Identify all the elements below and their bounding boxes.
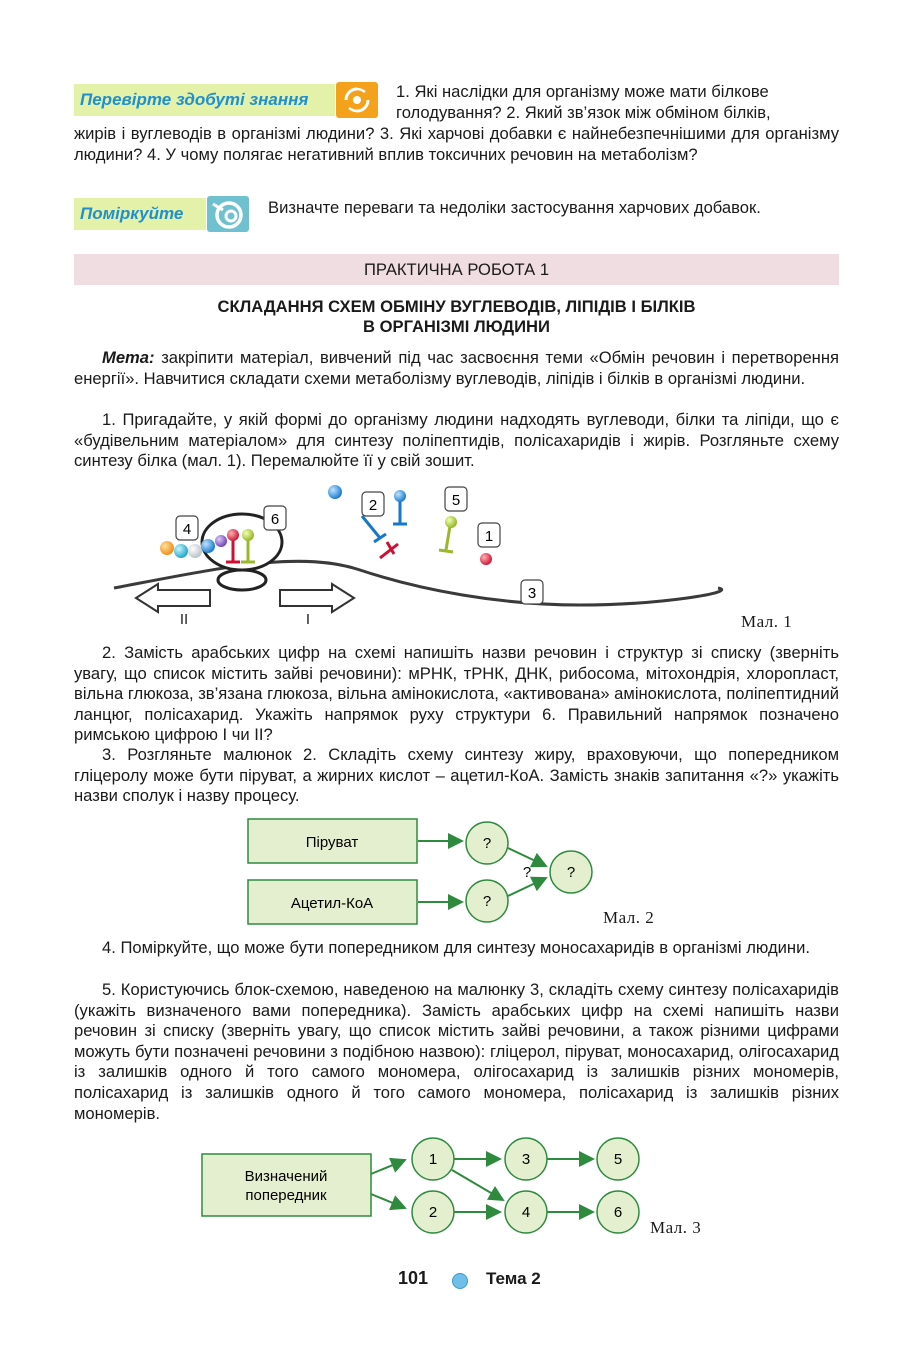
svg-text:?: ? [482,893,492,910]
box-precursor [202,1154,371,1216]
svg-text:2: 2 [368,497,378,514]
callout-2 [362,492,384,516]
figure-2-caption: Мал. 2 [603,908,655,927]
svg-text:Визначений: Визначений [244,1168,328,1185]
figure-2-fat-synthesis [246,816,606,928]
svg-text:6: 6 [270,511,280,528]
figure-3-polysaccharide-synthesis [198,1134,648,1240]
bullet-dot-icon [452,1273,468,1289]
svg-text:?: ? [566,864,576,881]
lens-icon [207,196,249,232]
think-label: Поміркуйте [74,198,206,230]
direction-arrow-right [280,584,354,612]
svg-text:Піруват: Піруват [305,834,359,851]
svg-text:?: ? [522,864,532,881]
task-4: 4. Поміркуйте, що може бути попередником для синтезу моносахаридів в організмі людини. [102,938,810,957]
callout-6 [264,506,286,530]
direction-label-II: II [179,611,189,628]
task-2: 2. Замість арабських цифр на схемі напишіть назви речовин і структур зі списку (зверніть увагу, що список містить зайві речовини): мРНК, тРНК, ДНК, рибосома, мітохондрія, хлоропласт, вільна глюкоза, зв’язана глюкоза, вільна амінокислота, «активована» амінокислота, поліпептидний ланцюг, полісахарид. Укажіть напрямок руху структури 6. Правильний напрямок позначено римською цифрою I чи II? [74,643,839,745]
svg-text:1: 1 [428,1151,438,1168]
svg-text:4: 4 [521,1204,531,1221]
svg-text:3: 3 [527,585,537,602]
check-questions-line2: голодування? 2. Який зв’язок між обміном білків, [396,103,771,122]
practical-band: ПРАКТИЧНА РОБОТА 1 [74,254,839,285]
svg-text:5: 5 [613,1151,623,1168]
topic-label: Тема 2 [486,1269,541,1288]
callout-5 [445,487,467,511]
callout-1 [478,523,500,547]
svg-text:4: 4 [182,521,192,538]
practical-title-line2: В ОРГАНІЗМІ ЛЮДИНИ [363,317,550,336]
spiral-icon [336,82,378,118]
svg-text:6: 6 [613,1204,623,1221]
goal-label: Мета: [102,348,155,367]
think-text: Визначте переваги та недоліки застосування харчових добавок. [268,198,761,217]
direction-arrow-left [136,584,210,612]
direction-label-I: I [305,611,311,628]
task-3: 3. Розгляньте малюнок 2. Складіть схему синтезу жиру, враховуючи, що попередником гліцеролу може бути піруват, а жирних кислот – ацетил-КоА. Замість знаків запитання «?» укажіть назви сполук і назву процесу. [74,745,839,806]
figure-3-caption: Мал. 3 [650,1218,702,1237]
svg-text:3: 3 [521,1151,531,1168]
practical-title-line1: СКЛАДАННЯ СХЕМ ОБМІНУ ВУГЛЕВОДІВ, ЛІПІДІВ І БІЛКІВ [217,297,696,316]
svg-text:2: 2 [428,1204,438,1221]
svg-text:5: 5 [451,492,461,509]
figure-1-protein-synthesis [100,480,840,632]
ribosome-small [218,570,266,590]
check-questions-line1: 1. Які наслідки для організму може мати білкове [396,82,769,101]
svg-text:Ацетил-КоА: Ацетил-КоА [290,895,374,912]
callout-3 [521,580,543,604]
figure-1-caption: Мал. 1 [741,612,793,631]
svg-text:1: 1 [484,528,494,545]
task-1: 1. Пригадайте, у якій формі до організму людини надходять вуглеводи, білки та ліпіди, що є «будівельним матеріалом» для синтезу поліпептидів, полісахаридів і жирів. Розгляньте схему синтезу білка (мал. 1). Перемалюйте її у свій зошит. [74,410,839,471]
svg-text:?: ? [482,835,492,852]
page-number: 101 [398,1268,429,1288]
check-knowledge-label: Перевірте здобуті знання [74,84,335,116]
goal-text: закріпити матеріал, вивчений під час засвоєння теми «Обмін речовин і перетворення енергії». Навчитися складати схеми метаболізму вуглеводів, ліпідів і білків в організмі людини. [74,348,839,388]
callout-4 [176,516,198,540]
task-5: 5. Користуючись блок-схемою, наведеною на малюнку 3, складіть схему синтезу полісахаридів (укажіть визначеного вами попередника). Замість арабських цифр на схемі напишіть назви речовин зі списку (зверніть увагу, що список містить зайві речовини, а також різними цифрами можуть бути позначені речовини з подібною назвою): гліцерол, піруват, моносахарид, олігосахарид із залишків одного й того самого мономера, олігосахарид із залишків різних мономерів, полісахарид із залишків одного й того самого мономера, полісахарид із залишків різних мономерів. [74,980,839,1123]
svg-text:попередник: попередник [245,1187,327,1204]
check-questions-rest: жирів і вуглеводів в організмі людини? 3. Які харчові добавки є найнебезпечнішими для організму людини? 4. У чому полягає негативний вплив токсичних речовин на метаболізм? [74,124,839,164]
goal-paragraph [74,348,839,389]
